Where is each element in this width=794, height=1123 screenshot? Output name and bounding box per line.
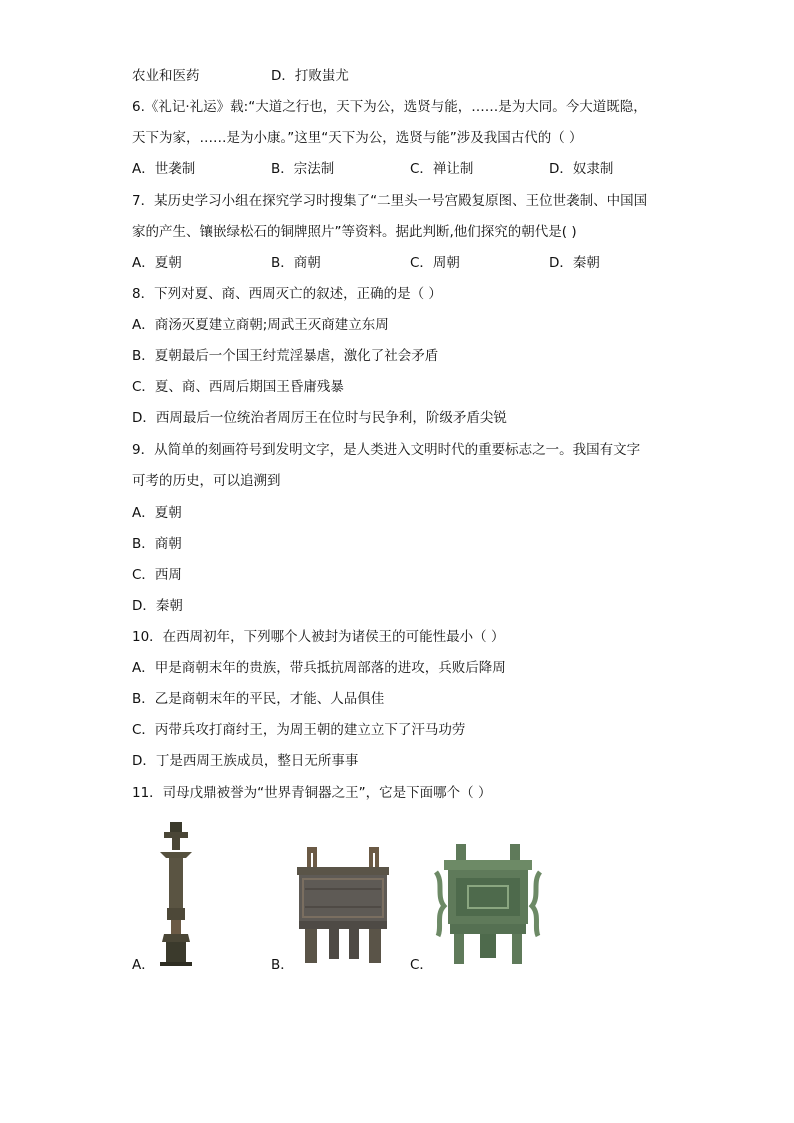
q10-option-d: D．丁是西周王族成员，整日无所事事	[132, 753, 359, 769]
q8-option-d: D．西周最后一位统治者周厉王在位时与民争利，阶级矛盾尖锐	[132, 410, 507, 426]
q7-stem-line1: 7．某历史学习小组在探究学习时搜集了“二里头一号宫殿复原图、王位世袭制、中国国	[132, 193, 648, 209]
q6-option-a: A．世袭制	[132, 161, 196, 177]
simuwu-ding-image	[293, 845, 393, 967]
q9-option-b: B．商朝	[132, 536, 182, 552]
q6-option-c: C．禅让制	[410, 161, 474, 177]
q10-stem: 10．在西周初年，下列哪个人被封为诸侯王的可能性最小（ ）	[132, 629, 505, 645]
q9-stem-line2: 可考的历史，可以追溯到	[132, 473, 281, 489]
q8-option-b: B．夏朝最后一个国王纣荒淫暴虐，激化了社会矛盾	[132, 348, 439, 364]
q11-option-a-label: A．	[132, 957, 155, 973]
bronze-standing-figure-image	[150, 818, 202, 968]
q10-option-a: A．甲是商朝末年的贵族，带兵抵抗周部落的进攻，兵败后降周	[132, 660, 506, 676]
q7-stem-line2: 家的产生、镶嵌绿松石的铜牌照片”等资料。据此判断,他们探究的朝代是( )	[132, 224, 577, 240]
q8-option-c: C．夏、商、西周后期国王昏庸残暴	[132, 379, 344, 395]
q10-option-b: B．乙是商朝末年的平民，才能、人品俱佳	[132, 691, 385, 707]
q7-option-c: C．周朝	[410, 255, 460, 271]
q10-option-c: C．丙带兵攻打商纣王，为周王朝的建立立下了汗马功劳	[132, 722, 466, 738]
q11-option-b-label: B．	[271, 957, 294, 973]
q8-stem: 8．下列对夏、商、西周灭亡的叙述，正确的是（ ）	[132, 286, 442, 302]
q8-option-a: A．商汤灭夏建立商朝;周武王灭商建立东周	[132, 317, 389, 333]
q5-tail-text: 农业和医药	[132, 68, 200, 84]
q7-option-b: B．商朝	[271, 255, 321, 271]
q6-stem-line1: 6.《礼记·礼运》载:“大道之行也，天下为公，选贤与能，……是为大同。今大道既隐，	[132, 99, 647, 115]
green-bronze-fangyi-image	[434, 842, 542, 968]
q9-option-d: D．秦朝	[132, 598, 183, 614]
q6-option-d: D．奴隶制	[549, 161, 614, 177]
q11-option-c-label: C．	[410, 957, 433, 973]
q9-option-c: C．西周	[132, 567, 182, 583]
q6-option-b: B．宗法制	[271, 161, 335, 177]
q9-stem-line1: 9．从简单的刻画符号到发明文字，是人类进入文明时代的重要标志之一。我国有文字	[132, 442, 641, 458]
q9-option-a: A．夏朝	[132, 505, 182, 521]
q7-option-a: A．夏朝	[132, 255, 182, 271]
q11-stem: 11．司母戊鼎被誉为“世界青铜器之王”，它是下面哪个（ ）	[132, 785, 492, 801]
q7-option-d: D．秦朝	[549, 255, 600, 271]
q5-option-d: D．打败蚩尤	[271, 68, 349, 84]
q6-stem-line2: 天下为家，……是为小康。”这里“天下为公，选贤与能”涉及我国古代的（ ）	[132, 130, 583, 146]
